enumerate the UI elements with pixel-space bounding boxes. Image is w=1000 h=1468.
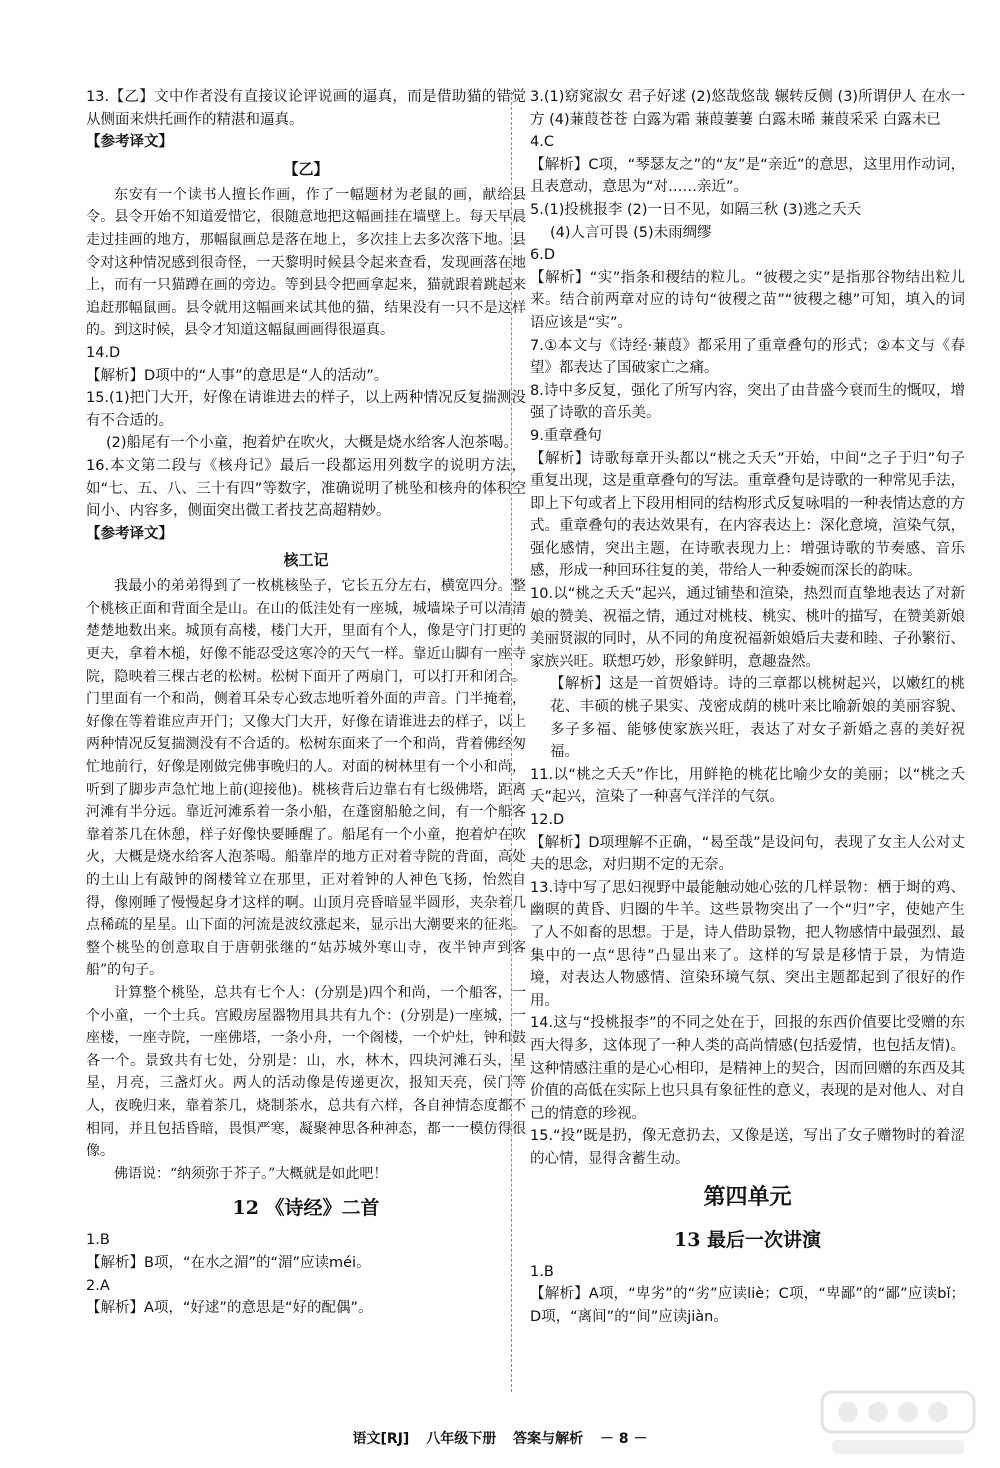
answer-15-part1: 15.(1)把门大开，好像在请谁进去的样子，以上两种情况反复揣测没有不合适的。 [86, 390, 526, 429]
lesson12-answer-1: 1.B [86, 1232, 110, 1249]
answer-10-explanation: 【解析】这是一首贺婚诗。诗的三章都以桃树起兴，以嫩红的桃花、丰硕的桃子果实、茂密成荫的桃叶来比喻新娘的美丽容貌、多子多福、能够使家族兴旺，表达了对女子新婚之喜的美好祝福。 [550, 676, 965, 761]
answer-11: 11.以“桃之夭夭”作比，用鲜艳的桃花比喻少女的美丽；以“桃之夭夭”起兴，渲染了一种喜气洋洋的气氛。 [530, 766, 965, 806]
translation-title-yi: 【乙】 [283, 159, 329, 178]
answer-14: 14.D [86, 344, 121, 361]
answer-16: 16.本文第二段与《核舟记》最后一段都运用列数字的说明方法，如“七、五、八、三十有四”等数字，准确说明了桃坠和核舟的体积空间小、内容多，侧面突出微工者技艺高超精妙。 [86, 457, 526, 520]
answer-14-explanation: 【解析】D项中的“人事”的意思是“人的活动”。 [86, 367, 389, 384]
reference-translation-label-2: 【参考译文】 [86, 525, 173, 542]
footer-subject: 语文[RJ] [352, 1431, 410, 1447]
footer-section: 答案与解析 [513, 1431, 584, 1447]
answer-15-right: 15.“投”既是扔，像无意扔去，又像是送，写出了女子赠物时的着涩的心情，显得含蓄生动。 [530, 1128, 965, 1167]
answer-6: 6.D [530, 247, 555, 264]
answer-8: 8.诗中多反复，强化了所写内容，突出了由昔盛今衰而生的慨叹，增强了诗歌的音乐美。 [530, 382, 965, 422]
footer-grade: 八年级下册 [426, 1431, 497, 1447]
lesson12-answer-1-explanation: 【解析】B项，“在水之湄”的“湄”应读méi。 [86, 1254, 371, 1271]
translation-title-hegongji: 核工记 [283, 551, 329, 570]
answer-6-explanation: 【解析】“实”指条和稷结的粒儿。“彼稷之实”是指那谷物结出粒儿来。结合前两章对应的诗句“彼稷之苗”“彼稷之穗”可知，填入的词语应该是“实”。 [530, 269, 965, 331]
lesson13-answer-1: 1.B [530, 1263, 554, 1280]
answer-12: 12.D [530, 812, 565, 828]
translation-hegongji-p1: 我最小的弟弟得到了一枚桃核坠子，它长五分左右，横宽四分。整个桃核正面和背面全是山。在山的低洼处有一座城，城墙垛子可以清清楚楚地数出来。城顶有高楼，楼门大开，里面有个人，像是守门打更的更夫，拿着木槌，好像不能忍受这寒冷的天气一样。靠近山脚有一座寺院，隐映着三棵古老的松树。松树下面开了两扇门，可以打开和闭合。门里面有一个和尚，侧着耳朵专心致志地听着外面的声音。门半掩着，好像在等着谁应声开门；又像大门大开，好像在请谁进去的样子，以上两种情况反复揣测没有不合适的。松树东面来了一个和尚，背着佛经匆忙地前行，好像是刚做完佛事晚归的人。对面的树林里有一个小和尚，听到了脚步声急忙地上前(迎接他)。桃核背后边靠右有七级佛塔，距离河滩有半分远。靠近河滩系着一条小船，在蓬窗船舱之间，有一个船客靠着茶几在休憩，样子好像快要睡醒了。船尾有一个小童，抱着炉在吹火，大概是烧水给客人泡茶喝。船靠岸的地方正对着寺院的背面，高处的土山上有敲钟的阁楼耸立在那里，正对着钟的人神色飞扬，怡然自得，像刚睡了慢慢起身才这样的啊。山顶月亮昏暗显半圆形，夹杂着几点稀疏的星星。山下面的河流是波纹涨起来，显示出大潮要来的征兆。整个桃坠的创意取自于唐朝张继的“姑苏城外寒山寺，夜半钟声到客船”的句子。 [86, 578, 526, 979]
reference-translation-label: 【参考译文】 [86, 134, 173, 151]
translation-yi-text: 东安有一个读书人擅长作画，作了一幅题材为老鼠的画，献给县令。县令开始不知道爱惜它，很随意地把这幅画挂在墙壁上。每天早晨走过挂画的地方，那幅鼠画总是落在地上，多次挂上去多次落下地。县令对这种情况感到很奇怪，一天黎明时候县令起来查看，发现画落在地上，而有一只猫蹲在画的旁边。等到县令把画拿起来，猫就跟着跳起来追赶那幅鼠画。县令就用这幅画来试其他的猫，结果没有一只不是这样的。到这时候，县令才知道这幅鼠画画得很逼真。 [86, 186, 526, 339]
answer-4-explanation: 【解析】C项，“琴瑟友之”的“友”是“亲近”的意思，这里用作动词，且表意动，意思为“对……亲近”。 [530, 156, 965, 196]
watermark-logo [818, 1388, 978, 1460]
answer-14-right: 14.这与“投桃报李”的不同之处在于，回报的东西价值要比受赠的东西大得多，这体现了一种人类的高尚情感(包括爱情，也包括友情)。这种情感注重的是心心相印，是精神上的契合，因而回赠的东西及其价值的高低在实际上也只具有象征性的意义，表现的是对他人、对自己的情意的珍视。 [530, 1015, 965, 1122]
answer-5-part1: 5.(1)投桃报李 (2)一日不见，如隔三秋 (3)逃之夭夭 [530, 201, 862, 218]
lesson-12-title: 12 《诗经》二首 [232, 1197, 380, 1220]
answer-10: 10.以“桃之夭夭”起兴，通过铺垫和渲染，热烈而直挚地表达了对新娘的赞美、祝福之情，通过对桃枝、桃实、桃叶的描写，在赞美新娘美丽贤淑的同时，从不同的角度祝福新娘婚后夫妻和睦、子孙繁衍、家族兴旺。联想巧妙，形象鲜明，意趣盎然。 [530, 586, 965, 670]
answer-12-explanation: 【解析】D项理解不正确，“曷至哉”是设问句，表现了女主人公对丈夫的思念，对归期不定的无奈。 [530, 834, 965, 874]
answer-9: 9.重章叠句 [530, 427, 602, 444]
answer-3: 3.(1)窈窕淑女 君子好逑 (2)悠哉悠哉 辗转反侧 (3)所谓伊人 在水一方 (4)蒹葭苍苍 白露为霜 蒹葭萋萋 白露未晞 蒹葭采采 白露未已 [530, 89, 965, 128]
lesson12-answer-2: 2.A [86, 1277, 110, 1294]
unit-4-heading: 第四单元 [703, 1184, 792, 1210]
right-column [530, 86, 965, 1328]
lesson-13-title: 13 最后一次讲演 [673, 1228, 822, 1251]
translation-hegongji-p2: 计算整个桃坠，总共有七个人：(分别是)四个和尚，一个船客，一个小童，一个士兵。宫殿房屋器物用具共有九个：(分别是)一座城，一座楼，一座寺院，一座佛塔，一条小舟，一个阁楼，一个炉灶，钟和鼓各一个。景致共有七处，分别是：山，水，林木，四块河滩石头，星星，月亮，三盏灯火。两人的活动像是传递更次，报知天亮，侯门等人，夜晚归来，靠着茶几，烧制茶水，总共有六样，各自神情态度都不相同，并且包括昏暗，畏惧严寒，凝聚神思各种神态，都一一模仿得很像。 [86, 984, 526, 1160]
answer-7: 7.①本文与《诗经·蒹葭》都采用了重章叠句的形式；②本文与《春望》都表达了国破家亡之痛。 [530, 337, 965, 377]
page-number: － 8 － [599, 1431, 648, 1447]
answer-9-explanation: 【解析】诗歌每章开头都以“桃之夭夭”开始，中间“之子于归”句子重复出现，这是重章叠句的写法。重章叠句是诗歌的一种常见手法，即上下句或者上下段用相同的结构形式反复咏唱的一种表情达意的方式。重章叠句的表达效果有，在内容表达上：深化意境，渲染气氛，强化感情，突出主题，在诗歌表现力上：增强诗歌的节奏感、音乐感，形成一种回环往复的美，带给人一种委婉而深长的韵味。 [530, 450, 965, 580]
lesson13-answer-1-explanation: 【解析】A项，“卑劣”的“劣”应读liè；C项，“卑鄙”的“鄙”应读bǐ；D项，“离间”的“间”应读jiàn。 [530, 1286, 965, 1325]
translation-hegongji-p3: 佛语说：“纳须弥于芥子。”大概就是如此吧！ [114, 1165, 388, 1182]
answer-4: 4.C [530, 134, 554, 151]
answer-15-part2: (2)船尾有一个小童，抱着炉在吹火，大概是烧水给客人泡茶喝。 [106, 435, 519, 452]
left-column [86, 86, 526, 1320]
lesson12-answer-2-explanation: 【解析】A项，“好逑”的意思是“好的配偶”。 [86, 1300, 373, 1317]
answer-5-part2: (4)人言可畏 (5)未雨绸缪 [550, 224, 712, 241]
answer-13-right: 13.诗中写了思妇视野中最能触动她心弦的几样景物：栖于埘的鸡、幽暝的黄昏、归圈的牛羊。这些景物突出了一个“归”字，使她产生了人不如畜的思想。于是，诗人借助景物，把人物感情中最强烈、最集中的一点“思待”凸显出来了。这样的写景是移情于景，为情造境，对表达人物感情、渲染环境气氛、突出主题都起到了很好的作用。 [530, 879, 965, 1009]
answer-13: 13.【乙】文中作者没有直接议论评说画的逼真，而是借助猫的错觉从侧面来烘托画作的精湛和逼真。 [86, 89, 526, 128]
